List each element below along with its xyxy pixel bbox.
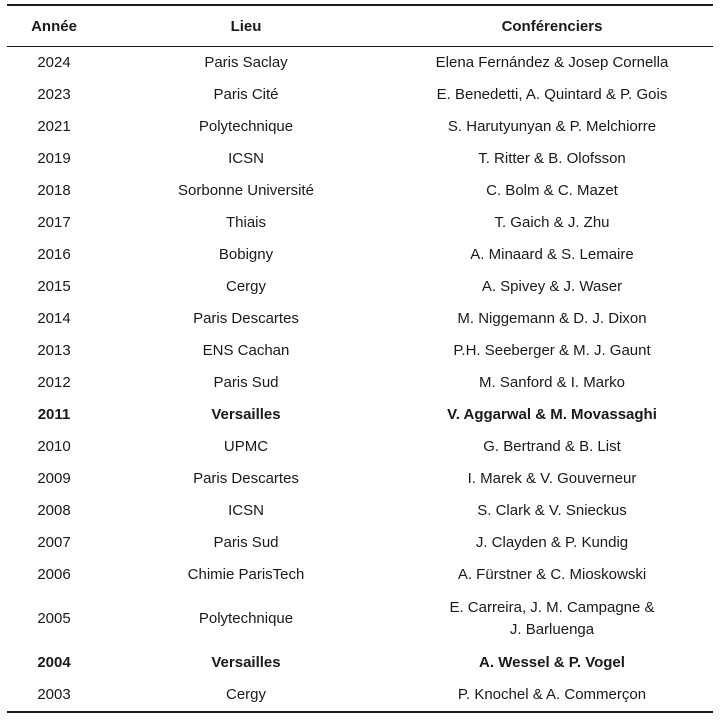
cell-year: 2003 [7,679,101,712]
cell-speakers: T. Ritter & B. Olofsson [478,150,626,167]
cell-year: 2008 [37,502,71,519]
cell-year: 2018 [37,182,71,199]
table-row [7,647,713,679]
cell-speakers: S. Clark & V. Snieckus [477,502,627,519]
table-row [7,591,713,647]
cell-place: ICSN [228,150,264,167]
table-row [7,367,713,399]
table-row [7,559,713,591]
cell-year: 2024 [37,54,71,71]
cell-place: ENS Cachan [202,342,290,359]
cell-speakers [391,591,713,647]
table-row [7,239,713,271]
header-year: Année [7,5,101,47]
cell-year: 2015 [37,278,71,295]
cell-place: Paris Descartes [193,470,299,487]
table-row [7,679,713,712]
table-row [7,207,713,239]
cell-speakers: I. Marek & V. Gouverneur [467,470,637,487]
cell-speakers: C. Bolm & C. Mazet [486,182,618,199]
cell-year: 2006 [37,566,71,583]
table-row [7,175,713,207]
table-row [7,143,713,175]
table-row [7,303,713,335]
table-row [7,79,713,111]
cell-year: 2005 [37,610,71,627]
header-speakers: Conférenciers [391,5,713,47]
cell-speakers: A. Spivey & J. Waser [481,278,623,295]
cell-place: Paris Descartes [193,310,299,327]
cell-year: 2021 [37,118,71,135]
cell-place: Sorbonne Université [178,182,314,199]
cell-year: 2016 [37,246,71,263]
table-body [7,47,713,713]
cell-year: 2012 [37,374,71,391]
cell-speakers: J. Clayden & P. Kundig [475,534,629,551]
cell-speakers: A. Wessel & P. Vogel [479,654,625,671]
cell-place: Polytechnique [198,610,294,627]
cell-speakers: V. Aggarwal & M. Movassaghi [447,406,657,423]
cell-speakers-line-1: E. Carreira, J. M. Campagne & [449,599,655,616]
cell-speakers: M. Niggemann & D. J. Dixon [457,310,647,327]
cell-year: 2007 [37,534,71,551]
cell-year: 2013 [37,342,71,359]
cell-speakers: M. Sanford & I. Marko [479,374,625,391]
cell-place: Bobigny [218,246,274,263]
cell-year: 2019 [37,150,71,167]
table-header [7,5,713,47]
table-row [7,111,713,143]
cell-speakers: Elena Fernández & Josep Cornella [435,54,669,71]
cell-year: 2010 [37,438,71,455]
table-row [7,463,713,495]
cell-speakers-line-2: J. Barluenga [509,621,595,638]
cell-place: Polytechnique [198,118,294,135]
table-row [7,335,713,367]
table-row [7,495,713,527]
table-row [7,271,713,303]
cell-year: 2023 [37,86,71,103]
cell-place: UPMC [223,438,269,455]
cell-speakers: G. Bertrand & B. List [483,438,621,455]
cell-speakers: A. Fürstner & C. Mioskowski [457,566,647,583]
table-row [7,431,713,463]
cell-speakers: A. Minaard & S. Lemaire [470,246,634,263]
cell-place: Paris Sud [213,374,279,391]
cell-place: Cergy [101,679,391,712]
cell-place: Versailles [211,654,281,671]
cell-place: Thiais [225,214,266,231]
cell-place: Paris Sud [213,534,279,551]
header-place: Lieu [101,5,391,47]
cell-speakers: P. Knochel & A. Commerçon [391,679,713,712]
cell-place: Cergy [225,278,266,295]
cell-year: 2014 [37,310,71,327]
cell-year: 2017 [37,214,71,231]
table-row [7,399,713,431]
cell-speakers: P.H. Seeberger & M. J. Gaunt [453,342,651,359]
cell-speakers: S. Harutyunyan & P. Melchiorre [447,118,657,135]
table-row [7,47,713,80]
cell-place: ICSN [228,502,264,519]
cell-year: 2009 [37,470,71,487]
cell-speakers: T. Gaich & J. Zhu [494,214,610,231]
header-row [7,5,713,47]
cell-place: Chimie ParisTech [187,566,305,583]
table-row [7,527,713,559]
cell-place: Versailles [211,406,281,423]
cell-year: 2004 [37,654,71,671]
conference-table [7,4,713,713]
cell-year: 2011 [37,406,71,423]
cell-speakers: E. Benedetti, A. Quintard & P. Gois [436,86,668,103]
cell-place: Paris Saclay [204,54,288,71]
cell-place: Paris Cité [213,86,279,103]
